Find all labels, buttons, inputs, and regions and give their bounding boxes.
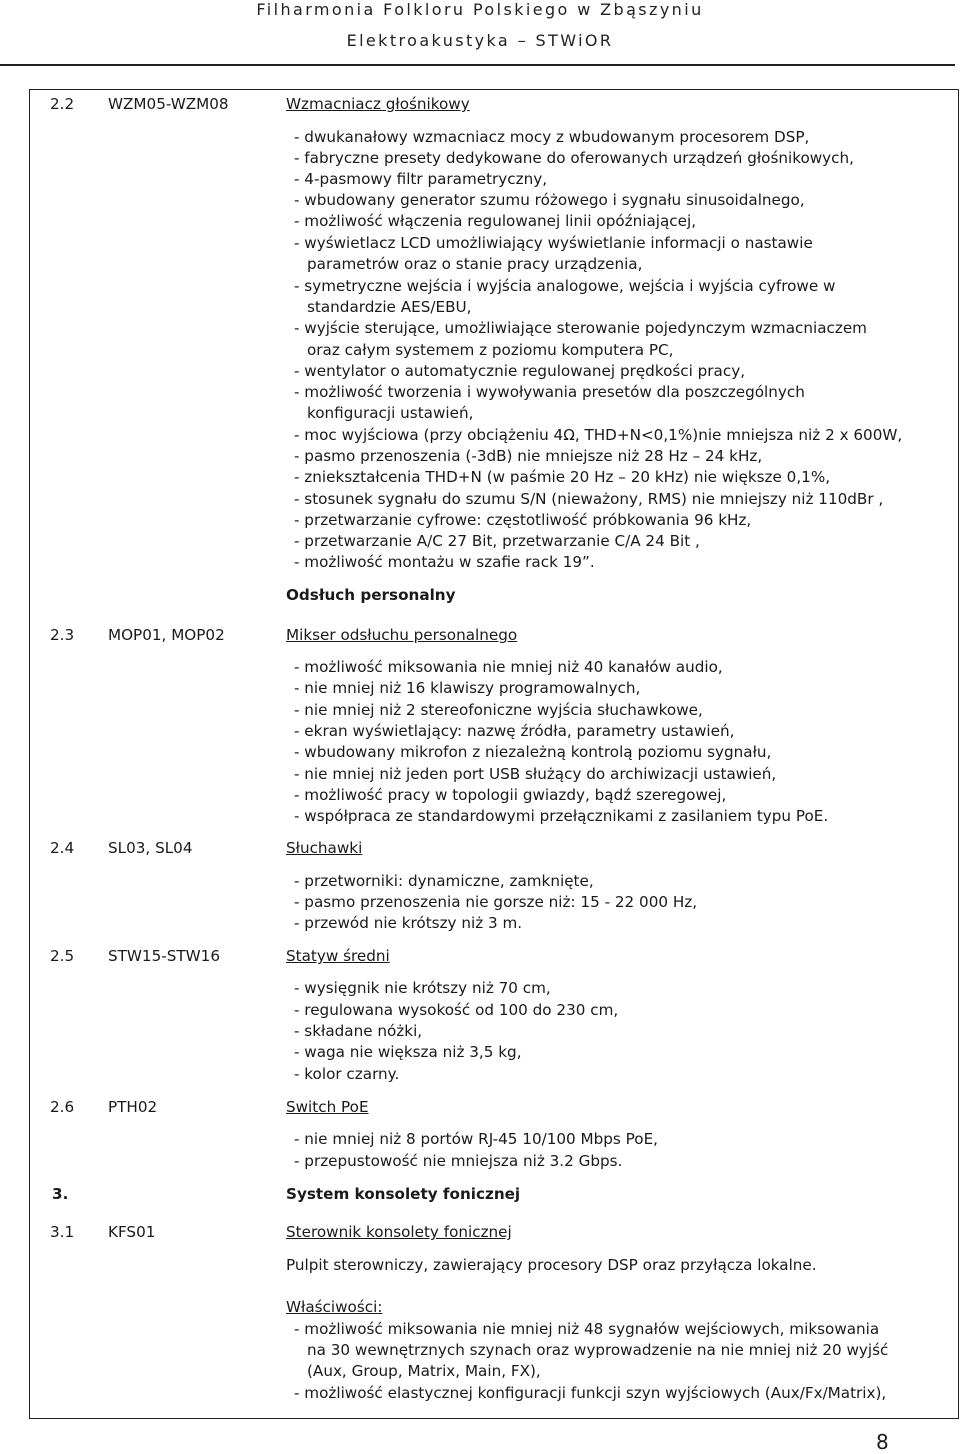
- spec-line: - możliwość włączenia regulowanej linii opóźniającej,: [294, 212, 697, 230]
- spec-line: - nie mniej niż jeden port USB służący do archiwizacji ustawień,: [294, 765, 777, 783]
- spec-line: - nie mniej niż 16 klawiszy programowalnych,: [294, 679, 641, 697]
- page-number: 8: [876, 1430, 889, 1454]
- chapter-title: System konsolety fonicznej: [286, 1185, 521, 1203]
- spec-line: - dwukanałowy wzmacniacz mocy z wbudowanym procesorem DSP,: [294, 128, 810, 146]
- section-code: STW15-STW16: [108, 947, 221, 965]
- section-title: Słuchawki: [286, 839, 363, 857]
- spec-line: - stosunek sygnału do szumu S/N (nieważony, RMS) nie mniejszy niż 110dBr ,: [294, 490, 884, 508]
- spec-line: - możliwość montażu w szafie rack 19”.: [294, 553, 595, 571]
- spec-line: - wysięgnik nie krótszy niż 70 cm,: [294, 979, 551, 997]
- spec-line: - możliwość miksowania nie mniej niż 48 sygnałów wejściowych, miksowania: [294, 1320, 880, 1338]
- chapter-number: 3.: [52, 1185, 69, 1203]
- spec-line: - wentylator o automatycznie regulowanej prędkości pracy,: [294, 362, 746, 380]
- spec-line: - pasmo przenoszenia nie gorsze niż: 15 - 22 000 Hz,: [294, 893, 698, 911]
- header-divider: [0, 64, 955, 66]
- spec-line: oraz całym systemem z poziomu komputera PC,: [307, 341, 674, 359]
- spec-line: - wbudowany mikrofon z niezależną kontrolą poziomu sygnału,: [294, 743, 772, 761]
- spec-line: - kolor czarny.: [294, 1065, 400, 1083]
- section-title: Wzmacniacz głośnikowy: [286, 95, 470, 113]
- subheading: Odsłuch personalny: [286, 586, 456, 604]
- section-title: Statyw średni: [286, 947, 390, 965]
- section-number: 2.4: [50, 839, 75, 857]
- spec-line: konfiguracji ustawień,: [307, 404, 474, 422]
- spec-line: - przetwarzanie cyfrowe: częstotliwość próbkowania 96 kHz,: [294, 511, 752, 529]
- spec-line: - przepustowość nie mniejsza niż 3.2 Gbps.: [294, 1152, 623, 1170]
- spec-line: - możliwość miksowania nie mniej niż 40 kanałów audio,: [294, 658, 723, 676]
- spec-line: (Aux, Group, Matrix, Main, FX),: [307, 1362, 541, 1380]
- spec-line: - składane nóżki,: [294, 1022, 423, 1040]
- spec-line: - waga nie większa niż 3,5 kg,: [294, 1043, 522, 1061]
- spec-line: parametrów oraz o stanie pracy urządzenia,: [307, 255, 643, 273]
- properties-label: Właściwości:: [286, 1298, 383, 1316]
- section-code: MOP01, MOP02: [108, 626, 225, 644]
- spec-line: - 4-pasmowy filtr parametryczny,: [294, 170, 548, 188]
- spec-line: - współpraca ze standardowymi przełącznikami z zasilaniem typu PoE.: [294, 807, 829, 825]
- spec-line: na 30 wewnętrznych szynach oraz wyprowadzenie na nie mniej niż 20 wyjść: [307, 1341, 889, 1359]
- spec-line: - przetworniki: dynamiczne, zamknięte,: [294, 872, 594, 890]
- section-code: PTH02: [108, 1098, 158, 1116]
- spec-line: - możliwość elastycznej konfiguracji funkcji szyn wyjściowych (Aux/Fx/Matrix),: [294, 1384, 887, 1402]
- header-subject: Elektroakustyka – STWiOR: [346, 31, 614, 50]
- spec-line: - zniekształcenia THD+N (w paśmie 20 Hz – 20 kHz) nie większe 0,1%,: [294, 468, 831, 486]
- spec-line: - symetryczne wejścia i wyjścia analogowe, wejścia i wyjścia cyfrowe w: [294, 277, 836, 295]
- spec-line: - wyjście sterujące, umożliwiające sterowanie pojedynczym wzmacniaczem: [294, 319, 867, 337]
- spec-line: - ekran wyświetlający: nazwę źródła, parametry ustawień,: [294, 722, 735, 740]
- spec-line: - wyświetlacz LCD umożliwiający wyświetlanie informacji o nastawie: [294, 234, 813, 252]
- spec-line: - nie mniej niż 2 stereofoniczne wyjścia słuchawkowe,: [294, 701, 703, 719]
- section-number: 2.6: [50, 1098, 75, 1116]
- spec-line: - możliwość pracy w topologii gwiazdy, bądź szeregowej,: [294, 786, 727, 804]
- section-code: KFS01: [108, 1223, 156, 1241]
- section-number: 2.5: [50, 947, 75, 965]
- spec-line: - pasmo przenoszenia (-3dB) nie mniejsze niż 28 Hz – 24 kHz,: [294, 447, 763, 465]
- spec-line: - przetwarzanie A/C 27 Bit, przetwarzanie C/A 24 Bit ,: [294, 532, 700, 550]
- spec-line: - nie mniej niż 8 portów RJ-45 10/100 Mbps PoE,: [294, 1130, 659, 1148]
- section-number: 2.2: [50, 95, 75, 113]
- section-code: SL03, SL04: [108, 839, 193, 857]
- section-title: Mikser odsłuchu personalnego: [286, 626, 518, 644]
- spec-line: - moc wyjściowa (przy obciążeniu 4Ω, THD+N<0,1%)nie mniejsza niż 2 x 600W,: [294, 426, 903, 444]
- section-number: 3.1: [50, 1223, 75, 1241]
- header-institution: Filharmonia Folkloru Polskiego w Zbąszyniu: [256, 0, 704, 19]
- spec-line: - wbudowany generator szumu różowego i sygnału sinusoidalnego,: [294, 191, 805, 209]
- section-number: 2.3: [50, 626, 75, 644]
- spec-line: - fabryczne presety dedykowane do oferowanych urządzeń głośnikowych,: [294, 149, 854, 167]
- spec-line: - regulowana wysokość od 100 do 230 cm,: [294, 1001, 619, 1019]
- spec-line: - możliwość tworzenia i wywoływania presetów dla poszczególnych: [294, 383, 805, 401]
- section-code: WZM05-WZM08: [108, 95, 229, 113]
- section-intro: Pulpit sterowniczy, zawierający procesory DSP oraz przyłącza lokalne.: [286, 1256, 817, 1274]
- spec-line: standardzie AES/EBU,: [307, 298, 472, 316]
- spec-line: - przewód nie krótszy niż 3 m.: [294, 914, 523, 932]
- section-title: Switch PoE: [286, 1098, 369, 1116]
- section-title: Sterownik konsolety fonicznej: [286, 1223, 512, 1241]
